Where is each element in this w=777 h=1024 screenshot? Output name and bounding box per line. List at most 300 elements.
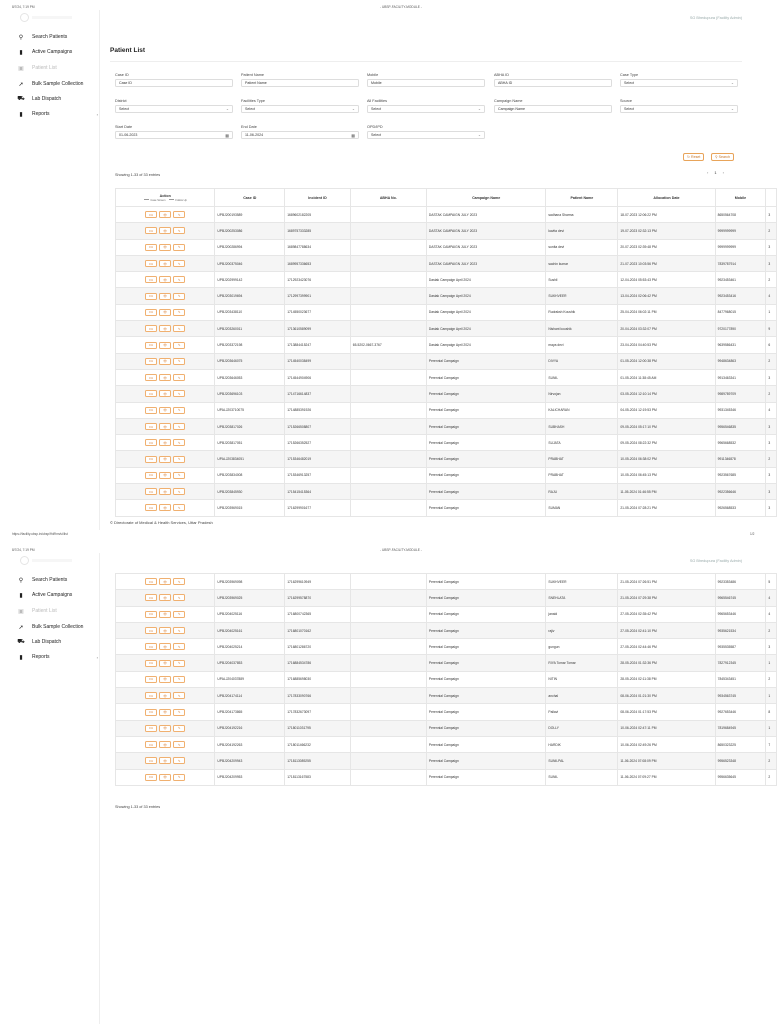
abha-id-field <box>494 73 612 87</box>
allocation-date-cell: 28-05-2024 02:11:38 PM <box>618 671 715 687</box>
search-button[interactable] <box>711 153 734 161</box>
allocation-date-cell: 12-04-2024 05:53:43 PM <box>618 272 715 288</box>
edit-button[interactable]: ✎ <box>173 660 185 667</box>
source-value: Select <box>624 107 634 111</box>
pager-current[interactable]: 1 <box>714 170 717 175</box>
allocation-date-cell: 21-05-2024 07:28:21 PM <box>618 500 715 516</box>
chevron-down-icon: ⌄ <box>477 107 481 111</box>
start-date-input[interactable] <box>115 131 233 139</box>
sidebar-item-label: Bulk Sample Collection <box>32 81 84 87</box>
facilities-type-value: Select <box>245 107 255 111</box>
user-name[interactable]: SG Bhedupura (Facility Admin) <box>689 16 742 20</box>
view-button[interactable]: 👁 <box>159 741 171 748</box>
case-type-label: Case Type <box>620 73 639 77</box>
calendar-icon[interactable]: ▦ <box>351 132 355 138</box>
edit-button[interactable]: ✎ <box>173 244 185 251</box>
view-button[interactable]: 👁 <box>159 774 171 781</box>
follow-up-button[interactable]: FU <box>145 627 157 634</box>
end-date-input[interactable] <box>241 131 359 139</box>
pager-next[interactable]: › <box>722 170 724 175</box>
edit-button[interactable]: ✎ <box>173 325 185 332</box>
sidebar-item-bulk-sample-collection[interactable] <box>18 624 98 630</box>
table-viewport <box>100 573 771 797</box>
sidebar-item-label: Lab Dispatch <box>32 96 62 102</box>
mobile-cell: 9934563745 <box>715 688 766 704</box>
view-button[interactable]: 👁 <box>159 423 171 430</box>
facilities-type-select[interactable] <box>241 105 359 113</box>
pagination <box>707 170 724 175</box>
incident-id-cell: 1712923423076 <box>285 272 351 288</box>
follow-up-button[interactable]: FU <box>145 309 157 316</box>
app-logo <box>20 556 90 564</box>
follow-up-button[interactable]: FU <box>145 488 157 495</box>
patient-name-cell: SUKHVEER <box>546 288 618 304</box>
follow-up-button[interactable]: FU <box>145 407 157 414</box>
edit-button[interactable]: ✎ <box>173 423 185 430</box>
mobile-cell: 9923567685 <box>715 467 766 483</box>
campaign-name-cell: Perennial Campaign <box>426 402 546 418</box>
entries-info: Showing 1-33 of 33 entries <box>115 173 161 177</box>
table-row <box>116 590 777 606</box>
follow-up-button[interactable]: FU <box>145 472 157 479</box>
edit-button[interactable]: ✎ <box>173 211 185 218</box>
table-row <box>116 207 777 223</box>
allocation-date-cell: 23-04-2024 04:40:53 PM <box>618 337 715 353</box>
view-button[interactable]: 👁 <box>159 407 171 414</box>
action-legend <box>118 199 212 202</box>
follow-up-button[interactable]: FU <box>145 276 157 283</box>
edit-button[interactable]: ✎ <box>173 611 185 618</box>
patient-name-cell: sachin kumar <box>546 255 618 271</box>
campaign-name-cell: Perennial Campaign <box>426 720 546 736</box>
incident-id-cell: 1689957336653 <box>285 255 351 271</box>
view-button[interactable]: 👁 <box>159 594 171 601</box>
opd-ipd-select[interactable] <box>367 131 485 139</box>
report-icon: ▮ <box>19 654 23 661</box>
chevron-down-icon: ⌄ <box>225 107 229 111</box>
edit-button[interactable]: ✎ <box>173 643 185 650</box>
allocation-date-cell: 01-05-2024 11:38:45 AM <box>618 369 715 385</box>
print-doc-title: - UBSP-FACILITY-MODULE - <box>380 5 422 9</box>
edit-button[interactable]: ✎ <box>173 578 185 585</box>
chevron-down-icon: ⌄ <box>351 107 355 111</box>
action-cell <box>116 655 215 671</box>
mobile-cell: 9935621534 <box>715 622 766 638</box>
mobile-cell: 8650564708 <box>715 207 766 223</box>
edit-button[interactable]: ✎ <box>173 309 185 316</box>
edit-button[interactable]: ✎ <box>173 390 185 397</box>
view-button[interactable]: 👁 <box>159 643 171 650</box>
action-header-label: Action <box>159 193 171 198</box>
edit-button[interactable]: ✎ <box>173 293 185 300</box>
view-button[interactable]: 👁 <box>159 504 171 511</box>
case-id-placeholder: Case ID <box>119 81 132 85</box>
col-campaign-name[interactable]: Campaign Name <box>426 189 546 207</box>
overflow-cell: 7 <box>766 736 777 752</box>
table-row <box>116 484 777 500</box>
incident-id-cell: 1718011031795 <box>285 720 351 736</box>
follow-up-button[interactable]: FU <box>145 423 157 430</box>
case-id-cell: UPBJ204025116 <box>215 606 285 622</box>
campaign-name-cell: DASTAK CAMPAIGN JULY 2023 <box>426 255 546 271</box>
patient-table <box>115 188 777 517</box>
action-cell <box>116 704 215 720</box>
case-id-cell: UPBJ200193589 <box>215 207 285 223</box>
table-row <box>116 467 777 483</box>
print-datetime: 8/7/24, 7:19 PM <box>12 5 35 9</box>
chevron-down-icon: ⌄ <box>730 107 734 111</box>
table-row <box>116 671 777 687</box>
view-button[interactable]: 👁 <box>159 472 171 479</box>
user-name[interactable]: SG Bhedupura (Facility Admin) <box>689 559 742 563</box>
view-button[interactable]: 👁 <box>159 676 171 683</box>
case-id-cell: UPBJ204025214 <box>215 639 285 655</box>
abha-no-cell <box>350 369 426 385</box>
case-id-cell: UPBJ204173865 <box>215 704 285 720</box>
sidebar-item-lab-dispatch[interactable] <box>18 96 98 102</box>
follow-up-button[interactable]: FU <box>145 709 157 716</box>
abha-no-cell <box>350 590 426 606</box>
table-row <box>116 688 777 704</box>
mobile-cell: 7819684945 <box>715 720 766 736</box>
campaign-name-input[interactable] <box>494 105 612 113</box>
edit-button[interactable]: ✎ <box>173 594 185 601</box>
sidebar-item-reports[interactable] <box>18 111 98 117</box>
patient-name-cell: KALICHARAN <box>546 402 618 418</box>
edit-button[interactable]: ✎ <box>173 676 185 683</box>
action-cell <box>116 418 215 434</box>
follow-up-button[interactable]: FU <box>145 741 157 748</box>
allocation-date-cell: 03-05-2024 12:10:14 PM <box>618 386 715 402</box>
print-datetime-2: 8/7/24, 7:19 PM <box>12 548 35 552</box>
view-button[interactable]: 👁 <box>159 374 171 381</box>
view-button[interactable]: 👁 <box>159 211 171 218</box>
allocation-date-cell: 20-04-2024 03:32:07 PM <box>618 321 715 337</box>
action-cell <box>116 353 215 369</box>
incident-id-cell: 1718113167583 <box>285 769 351 785</box>
abha-no-cell <box>350 704 426 720</box>
table-row <box>116 606 777 622</box>
document-icon: ▮ <box>19 49 23 56</box>
source-label: Source <box>620 99 633 103</box>
mobile-input[interactable] <box>367 79 485 87</box>
case-id-cell: UPBJ204192263 <box>215 736 285 752</box>
edit-button[interactable]: ✎ <box>173 488 185 495</box>
campaign-name-label: Campaign Name <box>494 99 523 103</box>
sidebar-item-patient-list[interactable] <box>18 65 98 71</box>
action-cell <box>116 720 215 736</box>
view-button[interactable]: 👁 <box>159 725 171 732</box>
view-button[interactable]: 👁 <box>159 293 171 300</box>
follow-up-button[interactable]: FU <box>145 439 157 446</box>
case-id-cell: UPBJ204209943 <box>215 753 285 769</box>
abha-id-input[interactable] <box>494 79 612 87</box>
follow-up-button[interactable]: FU <box>145 725 157 732</box>
follow-up-button[interactable]: FU <box>145 757 157 764</box>
legend-case-screen: Case Screen <box>150 198 166 202</box>
view-button[interactable]: 👁 <box>159 578 171 585</box>
table-row <box>116 239 777 255</box>
edit-button[interactable]: ✎ <box>173 227 185 234</box>
view-button[interactable]: 👁 <box>159 611 171 618</box>
edit-button[interactable]: ✎ <box>173 374 185 381</box>
action-cell <box>116 451 215 467</box>
overflow-cell: 3 <box>766 467 777 483</box>
allocation-date-cell: 09-05-2024 05:17:10 PM <box>618 418 715 434</box>
col-case-id[interactable]: Case ID <box>215 189 285 207</box>
mobile-cell: 9935535587 <box>715 639 766 655</box>
sidebar-item-active-campaigns[interactable] <box>18 49 98 55</box>
action-cell <box>116 288 215 304</box>
abha-no-cell <box>350 720 426 736</box>
sidebar-item-search-patients[interactable] <box>18 34 98 40</box>
edit-button[interactable]: ✎ <box>173 358 185 365</box>
patient-name-cell: RAJU <box>546 484 618 500</box>
view-button[interactable]: 👁 <box>159 709 171 716</box>
overflow-cell: 1 <box>766 688 777 704</box>
edit-button[interactable]: ✎ <box>173 504 185 511</box>
view-button[interactable]: 👁 <box>159 692 171 699</box>
allocation-date-cell: 13-04-2024 02:06:42 PM <box>618 288 715 304</box>
table-row <box>116 223 777 239</box>
action-cell <box>116 500 215 516</box>
opd-ipd-label: OPD/IPD <box>367 125 383 129</box>
case-id-cell: UPALJ204037889 <box>215 671 285 687</box>
overflow-cell: 3 <box>766 484 777 500</box>
abha-id-placeholder: ABHA ID <box>498 81 513 85</box>
document-icon: ▮ <box>19 592 23 599</box>
overflow-cell: 2 <box>766 451 777 467</box>
abha-no-cell <box>350 239 426 255</box>
all-facilities-select[interactable] <box>367 105 485 113</box>
incident-id-cell: 1715346482019 <box>285 451 351 467</box>
follow-up-button[interactable]: FU <box>145 504 157 511</box>
patient-name-cell: DIVYA <box>546 353 618 369</box>
action-cell <box>116 321 215 337</box>
view-button[interactable]: 👁 <box>159 325 171 332</box>
view-button[interactable]: 👁 <box>159 244 171 251</box>
follow-up-button[interactable]: FU <box>145 260 157 267</box>
action-cell <box>116 255 215 271</box>
case-type-select[interactable] <box>620 79 738 87</box>
district-select[interactable] <box>115 105 233 113</box>
patient-name-cell: sadhana Sharma <box>546 207 618 223</box>
table-row <box>116 288 777 304</box>
search-icon: ⚲ <box>18 577 24 584</box>
edit-button[interactable]: ✎ <box>173 342 185 349</box>
follow-up-button[interactable]: FU <box>145 676 157 683</box>
view-button[interactable]: 👁 <box>159 488 171 495</box>
action-cell <box>116 369 215 385</box>
reset-button[interactable] <box>683 153 704 161</box>
follow-up-button[interactable]: FU <box>145 325 157 332</box>
col-overflow <box>766 189 777 207</box>
follow-up-button[interactable]: FU <box>145 293 157 300</box>
incident-id-cell: 1714540038499 <box>285 353 351 369</box>
follow-up-button[interactable]: FU <box>145 578 157 585</box>
sidebar-item-label: Active Campaigns <box>32 592 73 598</box>
table-row <box>116 451 777 467</box>
overflow-cell: 3 <box>766 239 777 255</box>
sidebar-item-patient-list[interactable] <box>18 608 98 614</box>
campaign-name-cell: Dastak Campaign April 2024 <box>426 304 546 320</box>
incident-id-cell: 1715346913257 <box>285 467 351 483</box>
view-button[interactable]: 👁 <box>159 456 171 463</box>
view-button[interactable]: 👁 <box>159 309 171 316</box>
overflow-cell: 5 <box>766 574 777 590</box>
case-id-cell: UPBJ204192216 <box>215 720 285 736</box>
overflow-cell: 3 <box>766 418 777 434</box>
overflow-cell: 6 <box>766 337 777 353</box>
follow-up-button[interactable]: FU <box>145 390 157 397</box>
incident-id-cell: 1712997399901 <box>285 288 351 304</box>
col-incident-id[interactable]: Incident ID <box>285 189 351 207</box>
end-date-label: End Date <box>241 125 257 129</box>
mobile-cell: 9720177890 <box>715 321 766 337</box>
print-url: https://facility.ubsp.in/ubsp/fhl/fhm/ui/list <box>12 532 68 536</box>
edit-button[interactable]: ✎ <box>173 692 185 699</box>
edit-button[interactable]: ✎ <box>173 472 185 479</box>
overflow-cell: 3 <box>766 369 777 385</box>
campaign-name-cell: Perennial Campaign <box>426 369 546 385</box>
case-id-cell: UPBJ200286994 <box>215 239 285 255</box>
abha-no-cell <box>350 655 426 671</box>
case-id-cell: UPBJ203696103 <box>215 386 285 402</box>
patient-name-cell: maya devi <box>546 337 618 353</box>
edit-button[interactable]: ✎ <box>173 260 185 267</box>
view-button[interactable]: 👁 <box>159 390 171 397</box>
end-date-value: 11-06-2024 <box>245 133 264 137</box>
incident-id-cell: 1713884415247 <box>285 337 351 353</box>
abha-no-cell <box>350 467 426 483</box>
view-button[interactable]: 👁 <box>159 227 171 234</box>
mobile-cell: 9956523348 <box>715 753 766 769</box>
overflow-cell: 4 <box>766 606 777 622</box>
follow-up-button[interactable]: FU <box>145 660 157 667</box>
follow-up-button[interactable]: FU <box>145 643 157 650</box>
overflow-cell: 3 <box>766 207 777 223</box>
page-title: Patient List <box>110 47 146 54</box>
patient-name-input[interactable] <box>241 79 359 87</box>
campaign-name-cell: Perennial Campaign <box>426 484 546 500</box>
sidebar-item-label: Reports <box>32 654 50 660</box>
follow-up-button[interactable]: FU <box>145 244 157 251</box>
action-cell <box>116 606 215 622</box>
search-icon: ⚲ <box>18 34 24 41</box>
allocation-date-cell: 27-05-2024 02:44:46 PM <box>618 639 715 655</box>
allocation-date-cell: 20-07-2023 02:39:48 PM <box>618 239 715 255</box>
follow-up-button[interactable]: FU <box>145 456 157 463</box>
patient-name-cell: DOLLY <box>546 720 618 736</box>
edit-button[interactable]: ✎ <box>173 709 185 716</box>
view-button[interactable]: 👁 <box>159 358 171 365</box>
overflow-cell: 1 <box>766 304 777 320</box>
patient-name-cell: janaid <box>546 606 618 622</box>
edit-button[interactable]: ✎ <box>173 725 185 732</box>
follow-up-button[interactable]: FU <box>145 611 157 618</box>
edit-button[interactable]: ✎ <box>173 276 185 283</box>
incident-id-cell: 1689602182205 <box>285 207 351 223</box>
sidebar-item-bulk-sample-collection[interactable] <box>18 81 98 87</box>
abha-no-cell <box>350 272 426 288</box>
truck-icon: ⛟ <box>17 639 25 645</box>
table-row <box>116 769 777 785</box>
mobile-cell: 9956635645 <box>715 769 766 785</box>
incident-id-cell: 1716801070162 <box>285 622 351 638</box>
start-date-label: Start Date <box>115 125 133 129</box>
abha-no-cell <box>350 418 426 434</box>
entries-info-bottom: Showing 1-33 of 33 entries <box>115 805 161 809</box>
edit-button[interactable]: ✎ <box>173 407 185 414</box>
edit-button[interactable]: ✎ <box>173 774 185 781</box>
mobile-cell: 9999999999 <box>715 239 766 255</box>
follow-up-button[interactable]: FU <box>145 358 157 365</box>
table-row <box>116 321 777 337</box>
print-page-2 <box>0 553 771 1024</box>
view-button[interactable]: 👁 <box>159 660 171 667</box>
edit-button[interactable]: ✎ <box>173 439 185 446</box>
follow-up-button[interactable]: FU <box>145 374 157 381</box>
case-id-cell: UPBJ203438110 <box>215 304 285 320</box>
search-icon: ⚲ <box>715 155 718 159</box>
edit-button[interactable]: ✎ <box>173 456 185 463</box>
mobile-cell: 9926568533 <box>715 500 766 516</box>
allocation-date-cell: 11-05-2024 01:46:55 PM <box>618 484 715 500</box>
follow-up-button[interactable]: FU <box>145 211 157 218</box>
allocation-date-cell: 10-06-2024 02:47:11 PM <box>618 720 715 736</box>
view-button[interactable]: 👁 <box>159 627 171 634</box>
col-allocation-date[interactable]: Allocation Date <box>618 189 715 207</box>
sidebar-item-active-campaigns[interactable] <box>18 592 98 598</box>
col-mobile[interactable]: Mobile <box>715 189 766 207</box>
case-id-cell: UPBJ203969015 <box>215 500 285 516</box>
pager-prev[interactable]: ‹ <box>707 170 709 175</box>
follow-up-button[interactable]: FU <box>145 594 157 601</box>
case-id-input[interactable] <box>115 79 233 87</box>
view-button[interactable]: 👁 <box>159 342 171 349</box>
source-select[interactable] <box>620 105 738 113</box>
edit-button[interactable]: ✎ <box>173 757 185 764</box>
end-date-field <box>241 125 359 139</box>
follow-up-button[interactable]: FU <box>145 692 157 699</box>
sidebar-item-reports[interactable] <box>18 654 98 660</box>
follow-up-button[interactable]: FU <box>145 227 157 234</box>
calendar-icon[interactable]: ▦ <box>225 132 229 138</box>
col-patient-name[interactable]: Patient Name <box>546 189 618 207</box>
campaign-name-cell: Perennial Campaign <box>426 418 546 434</box>
view-button[interactable]: 👁 <box>159 439 171 446</box>
case-id-cell: UPBJ203845930 <box>215 484 285 500</box>
view-button[interactable]: 👁 <box>159 260 171 267</box>
follow-up-button[interactable]: FU <box>145 342 157 349</box>
edit-button[interactable]: ✎ <box>173 627 185 634</box>
col-abha-no[interactable]: ABHA No. <box>350 189 426 207</box>
view-button[interactable]: 👁 <box>159 757 171 764</box>
chevron-down-icon: ⌄ <box>477 133 481 137</box>
overflow-cell: 4 <box>766 590 777 606</box>
follow-up-button[interactable]: FU <box>145 774 157 781</box>
overflow-cell: 1 <box>766 720 777 736</box>
patient-name-cell: SUMAN <box>546 500 618 516</box>
allocation-date-cell: 11-06-2024 07:08:09 PM <box>618 753 715 769</box>
abha-no-cell <box>350 736 426 752</box>
view-button[interactable]: 👁 <box>159 276 171 283</box>
overflow-cell: 2 <box>766 386 777 402</box>
sidebar-item-lab-dispatch[interactable] <box>18 639 98 645</box>
sidebar-item-search-patients[interactable] <box>18 577 98 583</box>
action-cell <box>116 467 215 483</box>
edit-button[interactable]: ✎ <box>173 741 185 748</box>
